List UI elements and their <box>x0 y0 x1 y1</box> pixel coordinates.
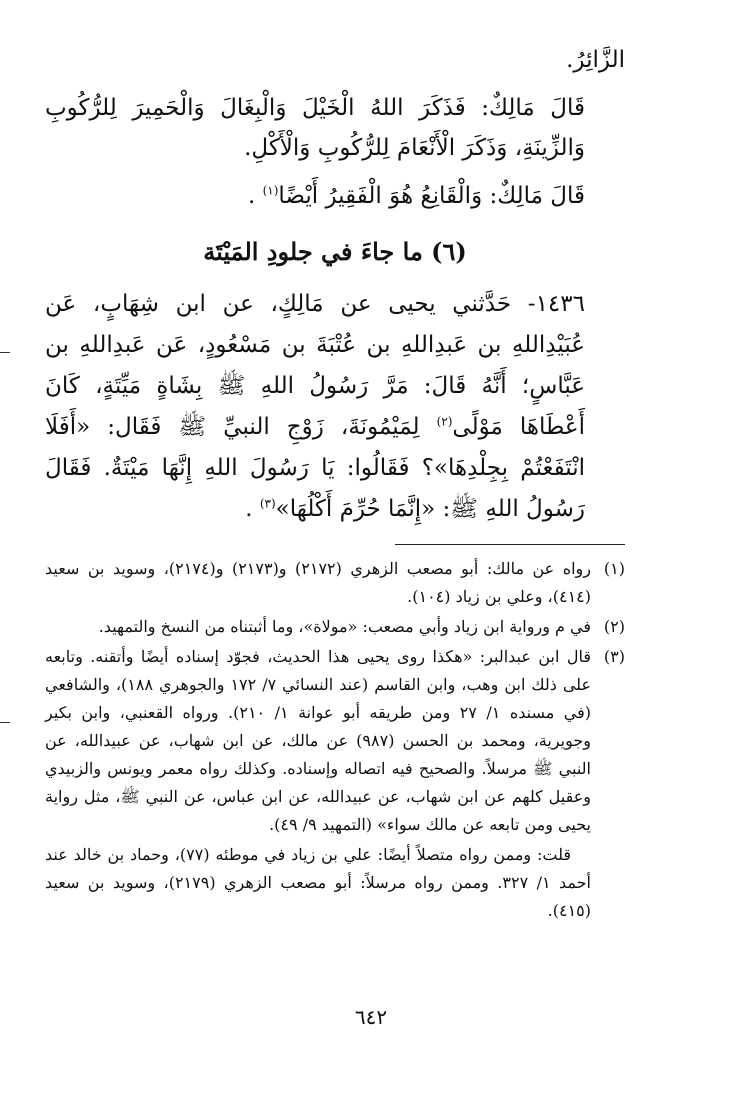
footnote-separator <box>395 544 625 545</box>
hadith-end: . <box>245 496 260 522</box>
footnote-2 <box>45 613 625 641</box>
footnote-number: (٣) <box>603 647 625 666</box>
paragraph-malik-1: قَالَ مَالِكٌ: فَذَكَرَ اللهُ الْخَيْلَ وَالْبِغَالَ وَالْحَمِيرَ لِلرُّكُوبِ وَالزِّينَةِ، وَذَكَرَ الْأَنْعَامَ لِلرُّكُوبِ وَالْأَكْلِ. <box>45 95 585 161</box>
footnote-1 <box>45 555 625 611</box>
footnote-text: رواه عن مالك: أبو مصعب الزهري (٢١٧٢) و(٢١٧٣) و(٢١٧٤)، وسويد بن سعيد (٤١٤)، وعلي بن زياد (١٠٤). <box>45 559 591 606</box>
footnote-ref-3[interactable]: (٣) <box>259 496 276 511</box>
footnote-3-continuation: قلت: وممن رواه متصلاً أيضًا: علي بن زياد في موطئه (٧٧)، وحماد بن خالد عند أحمد ١/ ٣٢٧. وممن رواه مرسلاً: أبو مصعب الزهري (٢١٧٩)، وسويد بن سعيد (٤١٥). <box>45 845 591 920</box>
margin-mark <box>0 352 10 353</box>
hadith-text-b: لِمَيْمُونَةَ، زَوْجِ النبيِّ ﷺ فَقَال: «أَفَلَا انْتَفَعْتُمْ بِجِلْدِهَا»؟ فَقَالُوا: يَا رَسُولَ اللهِ إِنَّهَا مَيْتَةٌ. فَقَالَ رَسُولُ اللهِ ﷺ: «إِنَّمَا حُرِّمَ أَكْلُهَا» <box>45 414 585 522</box>
footnote-ref-2[interactable]: (٢) <box>436 414 453 429</box>
top-word: الزَّائِرُ. <box>566 47 625 73</box>
page-number: ٦٤٢ <box>354 1005 388 1029</box>
paragraph-malik-2-text: قَالَ مَالِكٌ: وَالْقَانِعُ هُوَ الْفَقِيرُ أَيْضًا <box>278 183 585 209</box>
paragraph-malik-2 <box>45 176 625 216</box>
footnote-3 <box>45 643 625 839</box>
hadith-1436 <box>45 284 625 530</box>
chapter-heading: (٦) ما جاءَ في جلودِ المَيْتَة <box>203 237 467 266</box>
margin-mark <box>0 722 10 723</box>
footnote-number: (٢) <box>603 617 625 636</box>
footnote-text: في م ورواية ابن زياد وأبي مصعب: «مولاة»، وما أثبتناه من النسخ والتمهيد. <box>98 617 591 636</box>
footnotes <box>45 555 625 925</box>
footnote-text: قال ابن عبدالبر: «هكذا روى يحيى هذا الحديث، فجوّد إسناده أيضًا وأتقنه. وتابعه على ذلك ابن وهب، وابن القاسم (عند النسائي ٧/ ١٧٢ والجوهري ١٨٨)، والشافعي (في مسنده ١/ ٢٧ ومن طريقه أبو عوانة ١/ ٢١٠). ورواه القعنبي، وابن بكير وجويرية، ومحمد بن الحسن (٩٨٧) عن مالك، عن ابن شهاب، عن عبيدالله، عن النبي ﷺ مرسلاً. والصحيح فيه اتصاله وإسناده. وكذلك رواه معمر ويونس والزبيدي وعقيل كلهم عن ابن شهاب، عن عبيدالله، عن ابن عباس، عن النبي ﷺ، مثل رواية يحيى ومن تابعه عن مالك سواء» (التمهيد ٩/ ٤٩). <box>45 647 592 834</box>
page-body <box>45 40 625 925</box>
hadith-text-a: ١٤٣٦- حَدَّثني يحيى عن مَالِكٍ، عن ابن شِهَابٍ، عَن عُبَيْدِاللهِ بن عَبدِاللهِ بن عُتْبَةَ بن مَسْعُودٍ، عَن عَبدِاللهِ بن عَبَّاسٍ؛ أَنَّهُ قَالَ: مَرَّ رَسُولُ اللهِ ﷺ بِشَاةٍ مَيِّتَةٍ، كَانَ أَعْطَاهَا مَوْلًى <box>45 291 585 440</box>
footnote-number: (١) <box>603 559 625 578</box>
paragraph-malik-2-end: . <box>247 183 256 209</box>
footnote-ref-1[interactable]: (١) <box>262 183 279 198</box>
